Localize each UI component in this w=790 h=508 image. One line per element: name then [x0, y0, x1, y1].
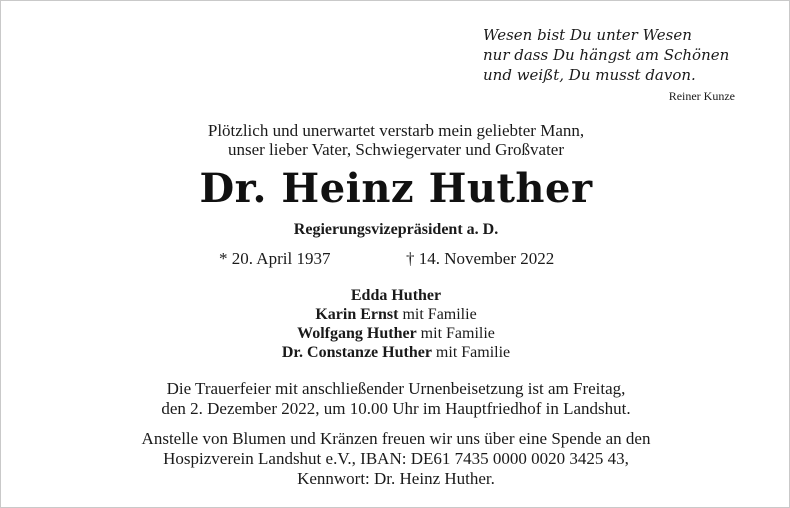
funeral-line: Die Trauerfeier mit anschließender Urnenbeisetzung ist am Freitag,: [166, 379, 626, 398]
intro-line: unser lieber Vater, Schwiegervater und Großvater: [227, 140, 565, 159]
donation-line: Kennwort: Dr. Heinz Huther.: [297, 469, 495, 488]
deceased-title: Regierungsvizepräsident a. D.: [293, 221, 499, 238]
donation-info: [1, 429, 790, 489]
mourner-row: [1, 286, 790, 305]
intro-line: Plötzlich und unerwartet verstarb mein geliebter Mann,: [207, 121, 585, 140]
quote-line: und weißt, Du musst davon.: [483, 66, 696, 84]
quote-line: Wesen bist Du unter Wesen: [483, 26, 692, 44]
mourner-row: [1, 305, 790, 324]
mourner-name: Karin Ernst: [315, 306, 399, 323]
deceased-name: Dr. Heinz Huther: [199, 165, 593, 212]
funeral-line: den 2. Dezember 2022, um 10.00 Uhr im Hauptfriedhof in Landshut.: [161, 399, 631, 418]
mourner-name: Edda Huther: [350, 287, 442, 304]
intro-text: [1, 121, 790, 159]
quote-author: Reiner Kunze: [668, 89, 735, 103]
death-date: † 14. November 2022: [406, 249, 555, 268]
mourner-suffix: mit Familie: [431, 344, 511, 361]
mourner-row: [1, 343, 790, 362]
mourner-name: Dr. Constanze Huther: [281, 344, 432, 361]
mourner-name: Wolfgang Huther: [297, 325, 417, 342]
funeral-info: [1, 379, 790, 419]
donation-line: Hospizverein Landshut e.V., IBAN: DE61 7435 0000 0020 3425 43,: [163, 449, 629, 468]
mourner-suffix: mit Familie: [398, 306, 477, 323]
quote-line: nur dass Du hängst am Schönen: [483, 46, 730, 64]
mourners-list: [1, 286, 790, 362]
birth-date: * 20. April 1937: [219, 249, 331, 268]
poem-quote: [483, 25, 743, 85]
donation-line: Anstelle von Blumen und Kränzen freuen wir uns über eine Spende an den: [141, 429, 651, 448]
mourner-row: [1, 324, 790, 343]
mourner-suffix: mit Familie: [416, 325, 495, 342]
